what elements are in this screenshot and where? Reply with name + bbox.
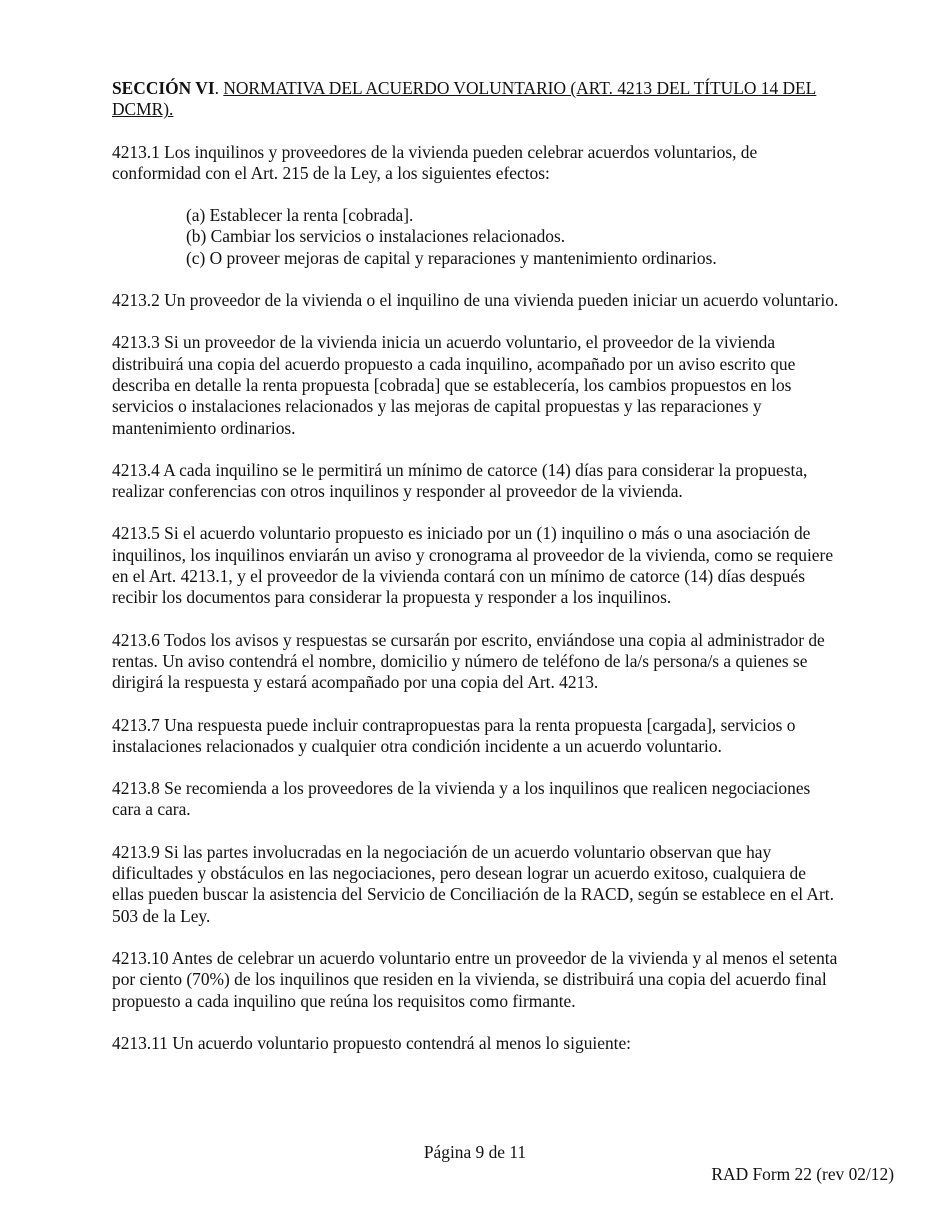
section-label: SECCIÓN VI xyxy=(112,78,215,98)
paragraph-4213-6: 4213.6 Todos los avisos y respuestas se cursarán por escrito, enviándose una copia al administrador de rentas. Un aviso contendrá el nombre, domicilio y número de teléfono de la/s persona/s a quienes se dirigirá la respuesta y estará acompañado por una copia del Art. 4213. xyxy=(112,629,825,693)
paragraph-4213-3: 4213.3 Si un proveedor de la vivienda inicia un acuerdo voluntario, el proveedor de la vivienda distribuirá una copia del acuerdo propuesto a cada inquilino, acompañado por un aviso escrito que describa en detalle la renta propuesta [cobrada] que se establecería, los cambios propuestos en los servicios o instalaciones relacionados y las mejoras de capital propuestas y las reparaciones y mantenimiento ordinarios. xyxy=(112,332,796,438)
list-item: (b) Cambiar los servicios o instalaciones relacionados. xyxy=(186,226,566,247)
paragraph-4213-10: 4213.10 Antes de celebrar un acuerdo voluntario entre un proveedor de la vivienda y al menos el setenta por ciento (70%) de los inquilinos que residen en la vivienda, se distribuirá una copia del acuerdo final propuesto a cada inquilino que reúna los requisitos como firmante. xyxy=(112,947,838,1011)
paragraph-4213-1: 4213.1 Los inquilinos y proveedores de la vivienda pueden celebrar acuerdos voluntarios, de conformidad con el Art. 215 de la Ley, a los siguientes efectos: xyxy=(112,141,758,183)
paragraph-4213-5: 4213.5 Si el acuerdo voluntario propuesto es iniciado por un (1) inquilino o más o una asociación de inquilinos, los inquilinos enviarán un aviso y cronograma al proveedor de la vivienda, como se requiere en el Art. 4213.1, y el proveedor de la vivienda contará con un mínimo de catorce (14) días después recibir los documentos para considerar la propuesta y responder a los inquilinos. xyxy=(112,523,834,608)
paragraph-4213-8: 4213.8 Se recomienda a los proveedores de la vivienda y a los inquilinos que realicen negociaciones cara a cara. xyxy=(112,778,811,820)
list-item: (a) Establecer la renta [cobrada]. xyxy=(186,205,414,226)
section-title: NORMATIVA DEL ACUERDO VOLUNTARIO (ART. 4213 DEL TÍTULO 14 DEL DCMR). xyxy=(112,78,817,120)
paragraph-4213-11: 4213.11 Un acuerdo voluntario propuesto contendrá al menos lo siguiente: xyxy=(112,1032,632,1053)
paragraph-4213-9: 4213.9 Si las partes involucradas en la negociación de un acuerdo voluntario observan que hay dificultades y obstáculos en las negociaciones, pero desean lograr un acuerdo exitoso, cualquiera de ellas pueden buscar la asistencia del Servicio de Conciliación de la RACD, según se establece en el Art. 503 de la Ley. xyxy=(112,841,834,926)
purpose-list xyxy=(186,205,842,269)
form-identifier: RAD Form 22 (rev 02/12) xyxy=(711,1164,894,1184)
heading-separator: . xyxy=(214,78,224,98)
section-heading xyxy=(112,78,842,121)
paragraph-4213-7: 4213.7 Una respuesta puede incluir contrapropuestas para la renta propuesta [cargada], servicios o instalaciones relacionados y cualquier otra condición incidente a un acuerdo voluntario. xyxy=(112,714,796,756)
document-page xyxy=(112,78,842,1075)
list-item: (c) O proveer mejoras de capital y reparaciones y mantenimiento ordinarios. xyxy=(186,247,717,268)
paragraph-4213-2: 4213.2 Un proveedor de la vivienda o el inquilino de una vivienda pueden iniciar un acuerdo voluntario. xyxy=(112,290,839,311)
page-number: Página 9 de 11 xyxy=(423,1142,527,1162)
paragraph-4213-4: 4213.4 A cada inquilino se le permitirá un mínimo de catorce (14) días para considerar la propuesta, realizar conferencias con otros inquilinos y responder al proveedor de la vivienda. xyxy=(112,459,808,502)
